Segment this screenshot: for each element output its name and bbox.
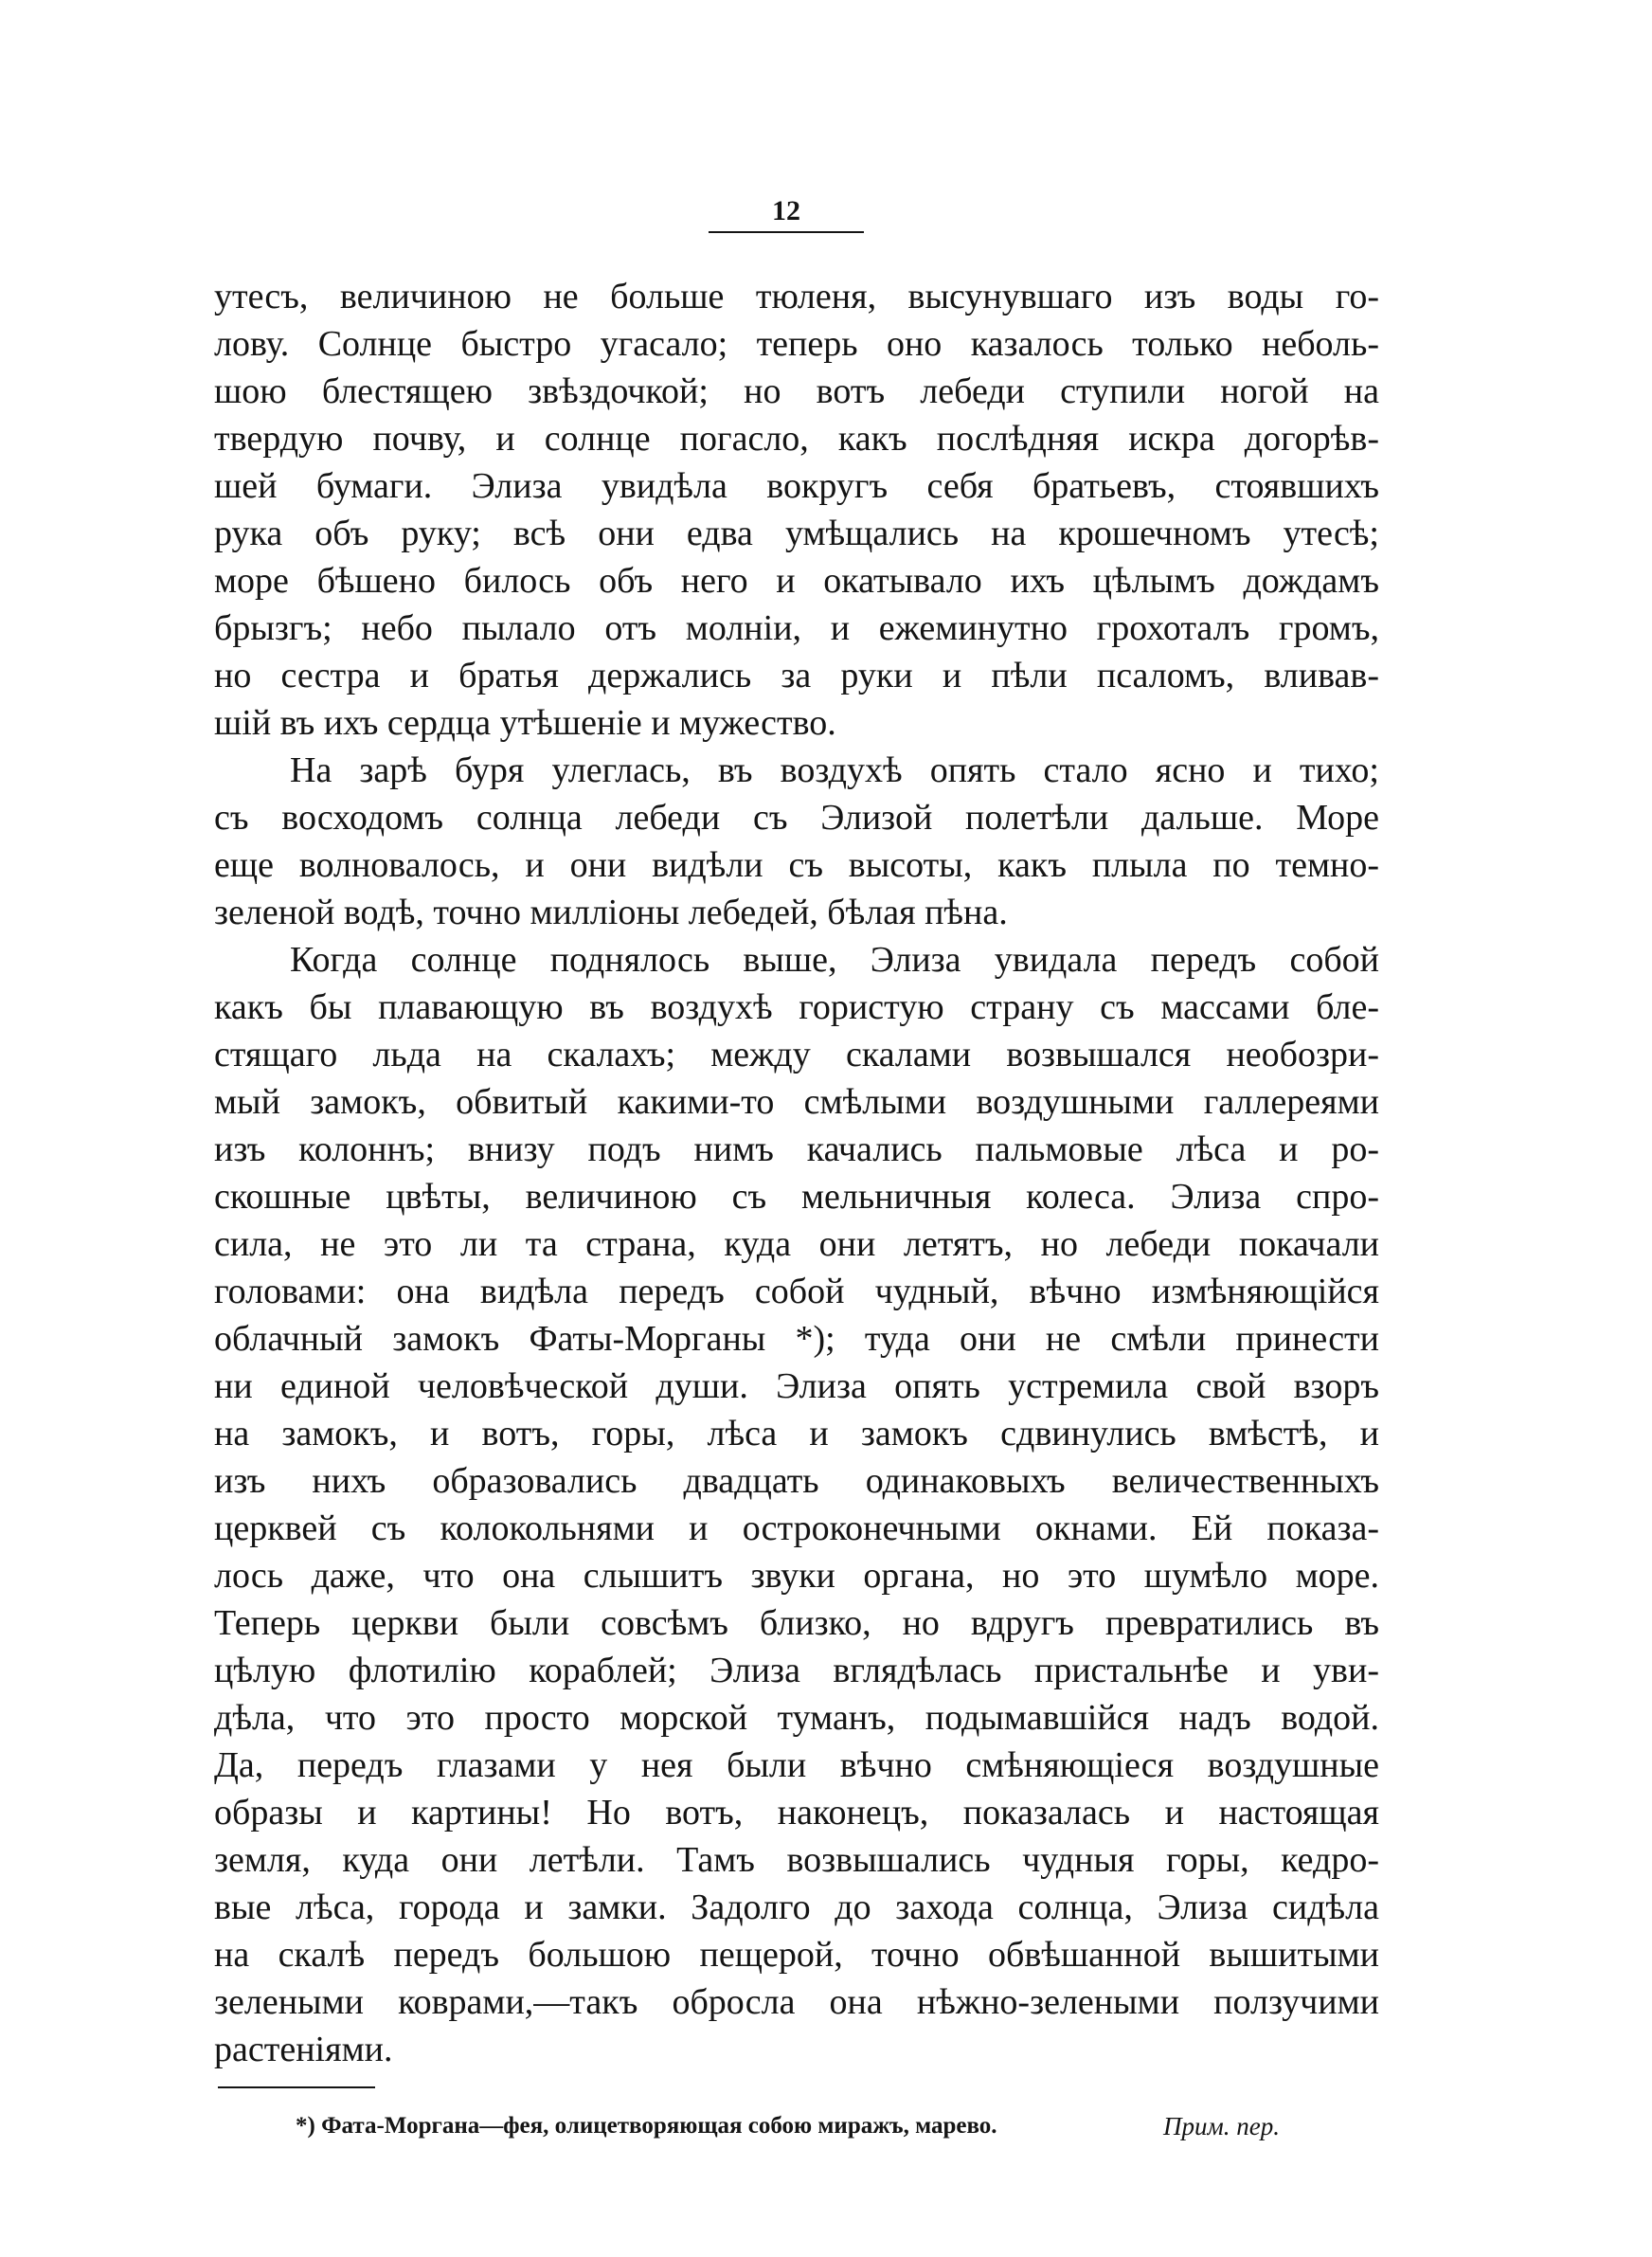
text-line: лось даже, что она слышитъ звуки органа, но это шумѣло море. [214,1556,1379,1596]
footnote-rule [218,2086,375,2088]
text-line: ни единой человѣческой души. Элиза опять устремила свой взоръ [214,1366,1379,1406]
text-line: вые лѣса, города и замки. Задолго до захода солнца, Элиза сидѣла [214,1887,1379,1927]
text-line: облачный замокъ Фаты-Морганы *); туда они не смѣли принести [214,1319,1379,1359]
text-line: церквей съ колокольнями и остроконечными окнами. Ей показа- [214,1508,1379,1548]
text-line: образы и картины! Но вотъ, наконецъ, показалась и настоящая [214,1793,1379,1833]
text-line: еще волновалось, и они видѣли съ высоты, какъ плыла по темно- [214,845,1379,885]
text-line: море бѣшено билось объ него и окатывало ихъ цѣлымъ дождамъ [214,561,1379,601]
text-line: земля, куда они летѣли. Тамъ возвышались чудныя горы, кедро- [214,1840,1379,1880]
text-line: съ восходомъ солнца лебеди съ Элизой полетѣли дальше. Море [214,798,1379,838]
text-line: изъ нихъ образовались двадцать одинаковыхъ величественныхъ [214,1461,1379,1501]
text-line: Теперь церкви были совсѣмъ близко, но вдругъ превратились въ [214,1603,1379,1643]
text-line: шей бумаги. Элиза увидѣла вокругъ себя братьевъ, стоявшихъ [214,466,1379,506]
text-line: изъ колоннъ; внизу подъ нимъ качались пальмовые лѣса и ро- [214,1129,1379,1169]
footnote-text: *) Фата-Моргана—фея, олицетворяющая собою миражъ, марево. [296,2113,997,2139]
text-line: утесъ, величиною не больше тюленя, высунувшаго изъ воды го- [214,277,1379,316]
text-line: Когда солнце поднялось выше, Элиза увидала передъ собой [290,940,1379,980]
text-line: мый замокъ, обвитый какими-то смѣлыми воздушными галлереями [214,1082,1379,1122]
text-line: стящаго льда на скалахъ; между скалами возвышался необозри- [214,1035,1379,1074]
text-line: дѣла, что это просто морской туманъ, подымавшійся надъ водой. [214,1698,1379,1738]
text-line: на скалѣ передъ большою пещерой, точно обвѣшанной вышитыми [214,1935,1379,1975]
text-line: головами: она видѣла передъ собой чудный, вѣчно измѣняющійся [214,1272,1379,1311]
text-line: сила, не это ли та страна, куда они летятъ, но лебеди покачали [214,1224,1379,1264]
text-line: какъ бы плавающую въ воздухѣ гористую страну съ массами бле- [214,987,1379,1027]
text-line: цѣлую флотилію кораблей; Элиза вглядѣлась пристальнѣе и уви- [214,1651,1379,1690]
text-line: зеленой водѣ, точно милліоны лебедей, бѣлая пѣна. [214,893,1008,932]
page-number: 12 [772,195,800,226]
header-rule [709,231,864,233]
text-line: шій въ ихъ сердца утѣшеніе и мужество. [214,703,836,743]
text-line: растеніями. [214,2030,393,2069]
text-line: брызгъ; небо пылало отъ молніи, и ежеминутно грохоталъ громъ, [214,608,1379,648]
footnote-note: Прим. пер. [1163,2112,1280,2140]
text-line: рука объ руку; всѣ они едва умѣщались на крошечномъ утесѣ; [214,514,1379,553]
text-line: зелеными коврами,—такъ обросла она нѣжно-зелеными ползучими [214,1982,1379,2022]
text-line: шою блестящею звѣздочкой; но вотъ лебеди ступили ногой на [214,371,1379,411]
text-line: на замокъ, и вотъ, горы, лѣса и замокъ сдвинулись вмѣстѣ, и [214,1414,1379,1454]
text-line: Да, передъ глазами у нея были вѣчно смѣняющіеся воздушные [214,1745,1379,1785]
text-line: но сестра и братья держались за руки и пѣли псаломъ, вливав- [214,656,1379,695]
text-line: скошные цвѣты, величиною съ мельничныя колеса. Элиза спро- [214,1177,1379,1217]
text-line: твердую почву, и солнце погасло, какъ послѣдняя искра догорѣв- [214,419,1379,459]
text-line: лову. Солнце быстро угасало; теперь оно казалось только неболь- [214,324,1379,364]
text-line: На зарѣ буря улеглась, въ воздухѣ опять стало ясно и тихо; [290,750,1379,790]
